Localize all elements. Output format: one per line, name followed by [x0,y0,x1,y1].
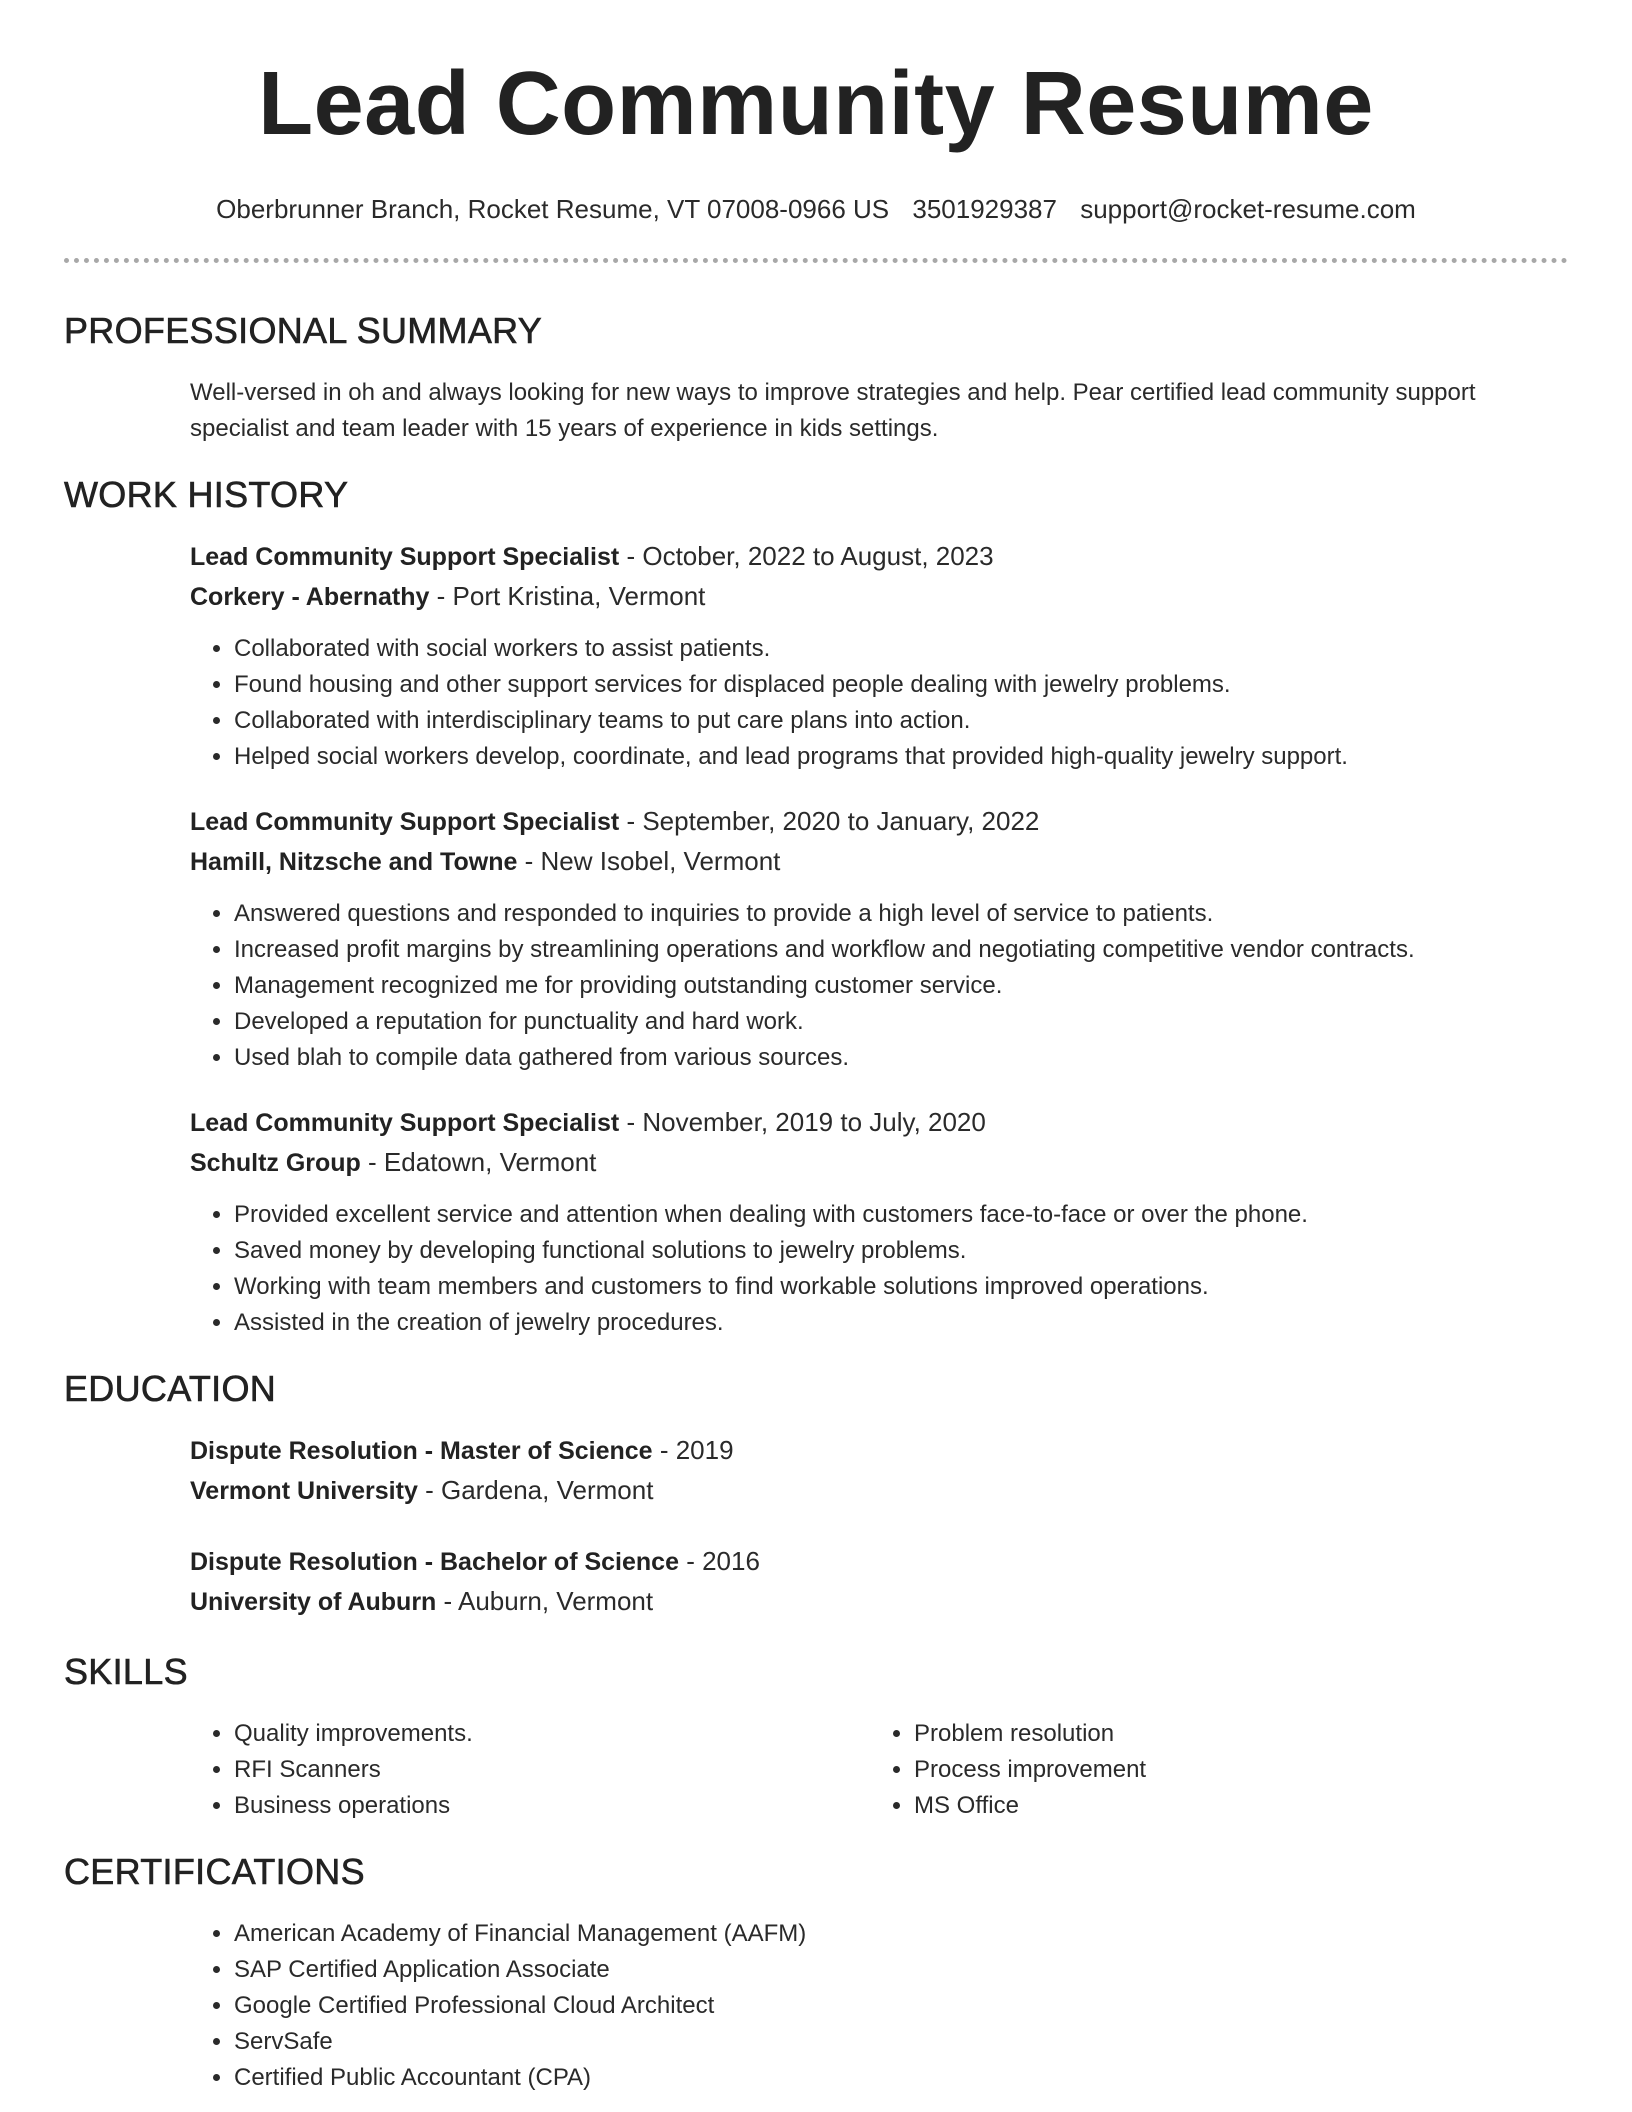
list-item: • Collaborated with interdisciplinary teams to put care plans into action. [234,703,1568,739]
list-item: • SAP Certified Application Associate [234,1952,1568,1988]
summary-section [64,309,1568,447]
job-role: Lead Community Support Specialist [190,543,620,571]
job-location: - Port Kristina, Vermont [429,581,706,611]
skills-columns [190,1716,1568,1824]
school-line [190,1582,1568,1622]
skills-right-column [870,1716,1550,1824]
list-item: • Used blah to compile data gathered from various sources. [234,1040,1568,1076]
list-item: • Management recognized me for providing outstanding customer service. [234,968,1568,1004]
list-item: • ServSafe [234,2024,1568,2060]
job-role-line [190,802,1568,842]
certifications-heading: CERTIFICATIONS [64,1851,365,1892]
job-entry [190,537,1568,775]
list-item: • Found housing and other support services for displaced people dealing with jewelry problems. [234,667,1568,703]
education-section [64,1367,1568,1622]
job-location: - Edatown, Vermont [360,1147,597,1177]
skills-left-column [190,1716,870,1824]
list-item: • Assisted in the creation of jewelry procedures. [234,1305,1568,1341]
list-item: • Problem resolution [914,1716,1550,1752]
job-dates: - November, 2019 to July, 2020 [619,1107,986,1137]
degree-line [190,1431,1568,1471]
job-dates: - September, 2020 to January, 2022 [619,806,1040,836]
job-company: Hamill, Nitzsche and Towne [190,848,518,876]
list-item: • MS Office [914,1788,1550,1824]
job-company-line [190,842,1568,882]
degree: Dispute Resolution - Master of Science [190,1437,653,1465]
resume-title: Lead Community Resume [258,54,1374,154]
list-item: • Developed a reputation for punctuality and hard work. [234,1004,1568,1040]
job-bullets [190,896,1568,1076]
job-entry [190,802,1568,1076]
degree: Dispute Resolution - Bachelor of Science [190,1548,679,1576]
list-item: • Process improvement [914,1752,1550,1788]
list-item: • Helped social workers develop, coordinate, and lead programs that provided high-quality jewelry support. [234,739,1568,775]
job-company: Corkery - Abernathy [190,583,430,611]
list-item: • Google Certified Professional Cloud Architect [234,1988,1568,2024]
skills-section [64,1650,1568,1824]
skills-list [190,1716,870,1824]
certifications-body [190,1916,1568,2096]
education-entry [190,1542,1568,1622]
list-item: • Increased profit margins by streamlining operations and workflow and negotiating competitive vendor contracts. [234,932,1568,968]
degree-line [190,1542,1568,1582]
school: Vermont University [190,1477,418,1505]
degree-year: - 2016 [678,1546,760,1576]
job-location: - New Isobel, Vermont [517,846,781,876]
skills-heading: SKILLS [64,1651,188,1692]
education-entry [190,1431,1568,1511]
list-item: • Saved money by developing functional solutions to jewelry problems. [234,1233,1568,1269]
list-item: • American Academy of Financial Management (AAFM) [234,1916,1568,1952]
contact-email[interactable]: support@rocket-resume.com [1080,194,1416,224]
work-heading: WORK HISTORY [64,474,349,515]
job-dates: - October, 2022 to August, 2023 [619,541,994,571]
contact-line [64,194,1568,224]
list-item: • Certified Public Accountant (CPA) [234,2060,1568,2096]
resume-page [64,0,1568,2096]
certifications-list [190,1916,1568,2096]
list-item: • Business operations [234,1788,870,1824]
list-item: • Provided excellent service and attention when dealing with customers face-to-face or over the phone. [234,1197,1568,1233]
summary-heading: PROFESSIONAL SUMMARY [64,310,543,351]
list-item: • Quality improvements. [234,1716,870,1752]
job-entry [190,1103,1568,1341]
job-company-line [190,1143,1568,1183]
summary-text: Well-versed in oh and always looking for new ways to improve strategies and help. Pear certified lead community support specialist and team leader with 15 years of experience in kids settings. [190,379,1476,442]
job-bullets [190,1197,1568,1341]
list-item: • RFI Scanners [234,1752,870,1788]
job-company: Schultz Group [190,1149,361,1177]
job-company-line [190,577,1568,617]
list-item: • Answered questions and responded to inquiries to provide a high level of service to patients. [234,896,1568,932]
list-item: • Collaborated with social workers to assist patients. [234,631,1568,667]
job-role: Lead Community Support Specialist [190,808,620,836]
contact-address: Oberbrunner Branch, Rocket Resume, VT 07008-0966 US [216,194,890,224]
header-divider [64,258,1568,263]
certifications-section [64,1850,1568,2096]
skills-list [870,1716,1550,1824]
list-item: • Working with team members and customers to find workable solutions improved operations. [234,1269,1568,1305]
contact-phone[interactable]: 3501929387 [912,194,1057,224]
job-role: Lead Community Support Specialist [190,1109,620,1137]
job-role-line [190,537,1568,577]
school: University of Auburn [190,1588,437,1616]
school-line [190,1471,1568,1511]
degree-year: - 2019 [652,1435,734,1465]
education-heading: EDUCATION [64,1368,277,1409]
job-role-line [190,1103,1568,1143]
work-section [64,473,1568,1341]
school-location: - Auburn, Vermont [436,1586,654,1616]
school-location: - Gardena, Vermont [417,1475,654,1505]
job-bullets [190,631,1568,775]
